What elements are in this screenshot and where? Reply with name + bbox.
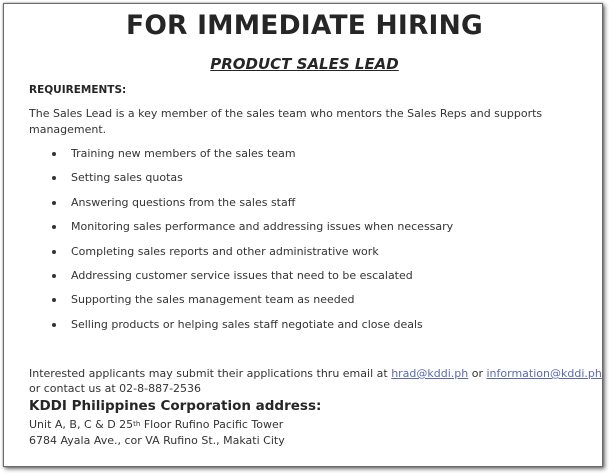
duty-text: Selling products or helping sales staff negotiate and close deals bbox=[71, 317, 423, 331]
address-unit: Unit A, B, C & D 25 bbox=[29, 418, 134, 431]
duty-text: Monitoring sales performance and addressing issues when necessary bbox=[71, 220, 454, 234]
application-instructions bbox=[29, 366, 602, 382]
hr-email-link[interactable]: hrad@kddi.ph bbox=[391, 367, 469, 380]
contact-phone: or contact us at 02-8-887-2536 bbox=[29, 382, 202, 395]
bullet-icon bbox=[52, 274, 56, 278]
position-title: PRODUCT SALES LEAD bbox=[210, 55, 399, 73]
duty-text: Training new members of the sales team bbox=[71, 147, 296, 160]
duty-text: Addressing customer service issues that need to be escalated bbox=[71, 269, 413, 282]
address-line-1 bbox=[29, 417, 283, 433]
bullet-icon bbox=[52, 152, 56, 156]
email-connector: or bbox=[468, 367, 487, 380]
application-text: Interested applicants may submit their applications thru email at bbox=[29, 367, 392, 380]
info-email-link[interactable]: information@kddi.ph bbox=[486, 367, 602, 380]
hiring-title: FOR IMMEDIATE HIRING bbox=[126, 10, 483, 41]
ordinal-suffix: th bbox=[133, 420, 141, 428]
role-description: The Sales Lead is a key member of the sales team who mentors the Sales Reps and supports management. bbox=[29, 107, 543, 136]
bullet-icon bbox=[52, 201, 56, 205]
duty-text: Supporting the sales management team as needed bbox=[71, 293, 355, 307]
requirements-heading: REQUIREMENTS: bbox=[29, 84, 127, 96]
duty-text: Completing sales reports and other administrative work bbox=[71, 244, 379, 258]
address-line-2: 6784 Ayala Ave., cor VA Rufino St., Makati City bbox=[29, 434, 285, 447]
bullet-icon bbox=[52, 323, 56, 327]
company-address-heading: KDDI Philippines Corporation address: bbox=[29, 398, 322, 414]
bullet-icon bbox=[52, 250, 56, 254]
duty-text: Setting sales quotas bbox=[71, 171, 183, 185]
address-building: Floor Rufino Pacific Tower bbox=[140, 418, 284, 431]
duty-text: Answering questions from the sales staff bbox=[71, 195, 296, 209]
